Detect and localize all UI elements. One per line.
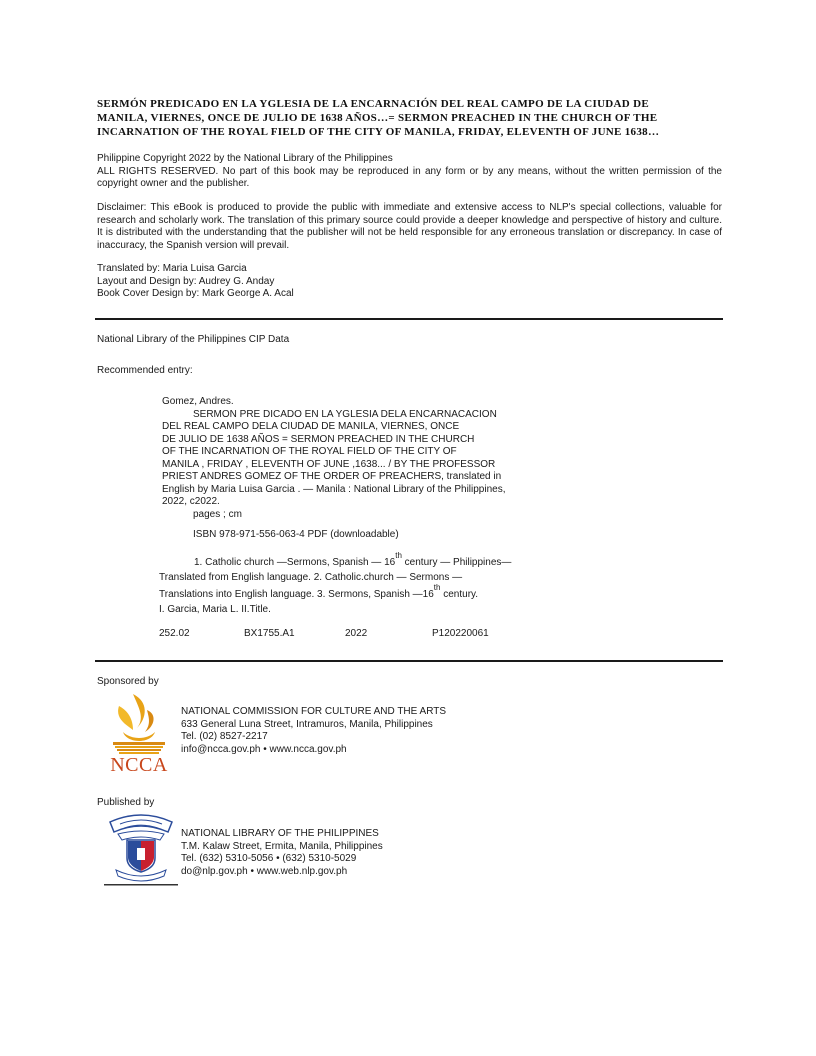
cip-title-line: MANILA , FRIDAY , ELEVENTH OF JUNE ,1638... / BY THE PROFESSOR xyxy=(162,458,496,470)
recommended-entry-label: Recommended entry: xyxy=(97,365,193,376)
cip-title-line: PRIEST ANDRES GOMEZ OF THE ORDER OF PREACHERS, translated in xyxy=(162,471,502,482)
ncca-logo-text: NCCA xyxy=(110,754,168,776)
publisher-tel: Tel. (632) 5310-5056 • (632) 5310-5029 xyxy=(181,853,357,864)
subject-line-3 xyxy=(159,585,579,604)
subject-text: century — Philippines— xyxy=(401,557,512,568)
credit-translator: Translated by: Maria Luisa Garcia xyxy=(97,263,247,274)
subject-text: century. xyxy=(440,589,479,600)
title-line-2: MANILA, VIERNES, ONCE DE JULIO DE 1638 AÑOS…= SERMON PREACHED IN THE CHURCH OF THE xyxy=(97,112,658,124)
ncca-logo xyxy=(103,688,175,776)
isbn-text: ISBN 978-971-556-063-4 PDF (downloadable) xyxy=(193,529,399,540)
cip-title-line: 2022, c2022. xyxy=(162,496,220,507)
sponsor-tel: Tel. (02) 8527-2217 xyxy=(181,731,268,742)
nlp-seal xyxy=(102,810,180,888)
superscript: th xyxy=(433,583,441,592)
superscript: th xyxy=(395,551,402,560)
subject-line-4: I. Garcia, Maria L. II.Title. xyxy=(159,604,271,615)
cip-entry xyxy=(162,396,562,521)
publication-year: 2022 xyxy=(345,628,368,639)
publisher-label: Published by xyxy=(97,797,155,808)
publisher-contact: do@nlp.gov.ph • www.web.nlp.gov.ph xyxy=(181,865,348,877)
publisher-info xyxy=(181,828,383,878)
credits xyxy=(97,263,722,301)
title-line-3: INCARNATION OF THE ROYAL FIELD OF THE CITY OF MANILA, FRIDAY, ELEVENTH OF JUNE 1638… xyxy=(97,126,660,138)
divider-top xyxy=(95,318,723,320)
publisher-name: NATIONAL LIBRARY OF THE PHILIPPINES xyxy=(181,828,379,839)
sponsor-label: Sponsored by xyxy=(97,676,159,687)
cip-title-line: DE JULIO DE 1638 AÑOS = SERMON PREACHED IN THE CHURCH xyxy=(162,433,475,445)
sponsor-info xyxy=(181,706,446,756)
cip-isbn xyxy=(162,529,562,542)
cip-title-line: English by Maria Luisa Garcia . — Manila : National Library of the Philippines, xyxy=(162,483,506,495)
cip-author: Gomez, Andres. xyxy=(162,396,234,407)
cip-title-line: OF THE INCARNATION OF THE ROYAL FIELD OF THE CITY OF xyxy=(162,446,457,457)
cip-heading: National Library of the Philippines CIP Data xyxy=(97,334,290,345)
disclaimer: Disclaimer: This eBook is produced to provide the public with immediate and extensive access to NLP's special collections, valuable for research and scholarly work. The translation of this primary source could provide a deeper knowledge and perspective of history and culture. It is distributed with the understanding that the publisher will not be held responsible for any erroneous translation or discrepancy. In case of inaccuracy, the Spanish version will prevail. xyxy=(97,202,722,251)
sponsor-name: NATIONAL COMMISSION FOR CULTURE AND THE ARTS xyxy=(181,706,447,717)
dewey-number: 252.02 xyxy=(159,628,190,639)
subject-line-1 xyxy=(159,553,579,572)
subject-line-2: Translated from English language. 2. Catholic.church — Sermons — xyxy=(159,572,463,583)
cip-subjects xyxy=(159,553,579,617)
cip-pages: pages ; cm xyxy=(193,508,242,520)
cip-title-line: DEL REAL CAMPO DELA CIUDAD DE MANILA, VIERNES, ONCE xyxy=(162,421,460,432)
sponsor-address: 633 General Luna Street, Intramuros, Manila, Philippines xyxy=(181,718,433,730)
sponsor-contact: info@ncca.gov.ph • www.ncca.gov.ph xyxy=(181,743,347,755)
cip-title-line: SERMON PRE DICADO EN LA YGLESIA DELA ENCARNACACION xyxy=(193,408,497,420)
credit-layout: Layout and Design by: Audrey G. Anday xyxy=(97,275,275,287)
copyright-line: Philippine Copyright 2022 by the National Library of the Philippines xyxy=(97,153,393,164)
classification-row xyxy=(159,628,579,641)
lc-number: BX1755.A1 xyxy=(244,628,295,639)
nlp-seal-icon xyxy=(102,810,180,888)
rights-reserved: ALL RIGHTS RESERVED. No part of this book may be reproduced in any form or by any means, without the written permission of the copyright owner and the publisher. xyxy=(97,165,722,189)
divider-bottom xyxy=(95,660,723,662)
title-line-1: SERMÓN PREDICADO EN LA YGLESIA DE LA ENCARNACIÓN DEL REAL CAMPO DE LA CIUDAD DE xyxy=(97,98,649,110)
subject-text: Translations into English language. 3. Sermons, Spanish —16 xyxy=(159,589,434,600)
subject-text: 1. Catholic church —Sermons, Spanish — 16 xyxy=(194,557,396,568)
credit-cover: Book Cover Design by: Mark George A. Acal xyxy=(97,288,294,299)
copyright-notice xyxy=(97,153,722,191)
publisher-address: T.M. Kalaw Street, Ermita, Manila, Philippines xyxy=(181,840,383,852)
control-number: P120220061 xyxy=(432,628,489,639)
book-title xyxy=(97,97,722,139)
